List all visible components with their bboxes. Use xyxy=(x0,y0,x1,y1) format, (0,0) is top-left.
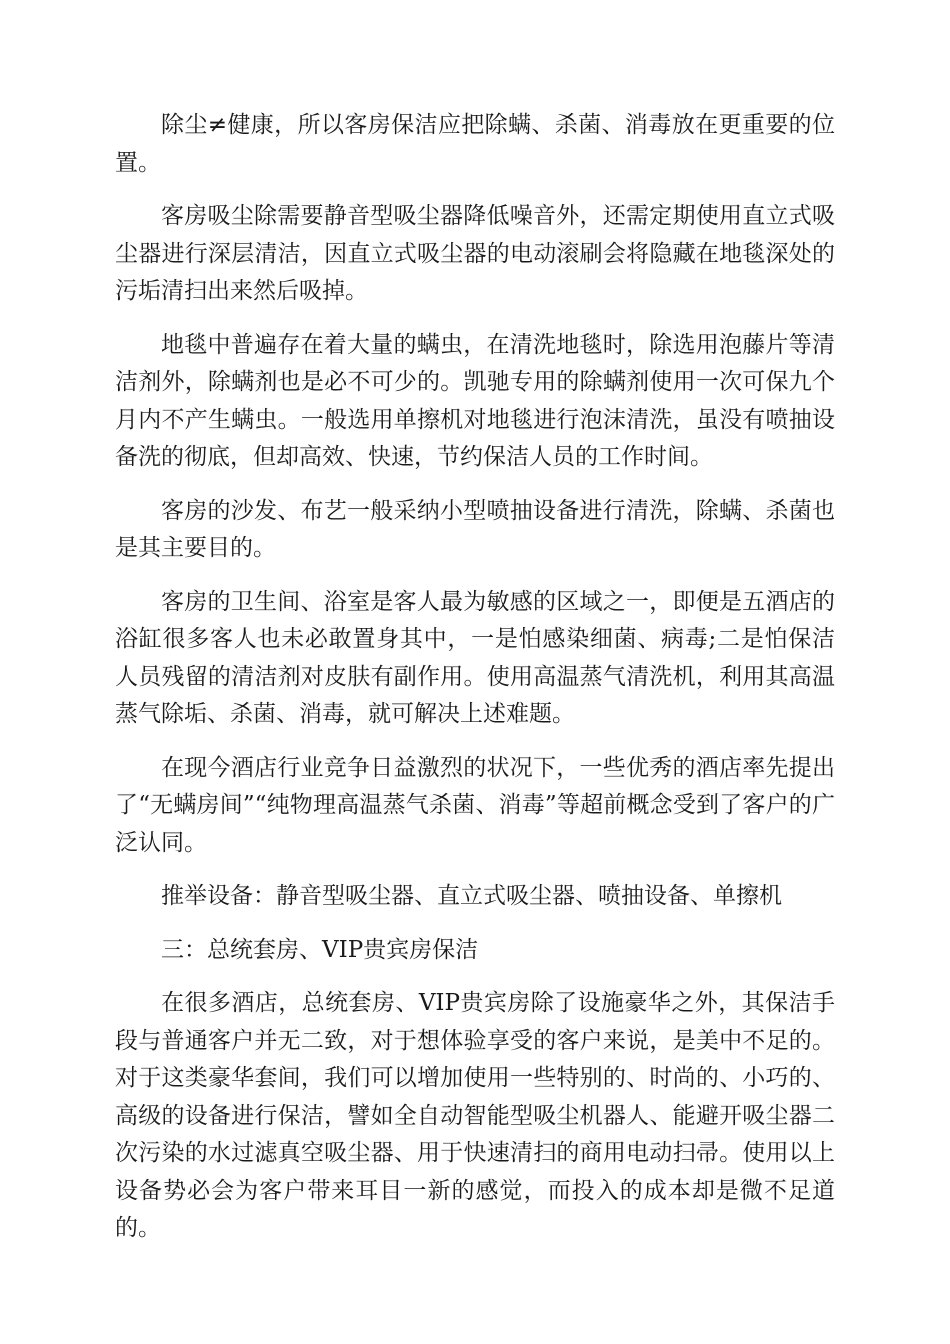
paragraph-competition: 在现今酒店行业竞争日益激烈的状况下，一些优秀的酒店率先提出了“无螨房间”“纯物理高温蒸气杀菌、消毒”等超前概念受到了客户的广泛认同。 xyxy=(115,754,835,856)
section-heading-vip: 三：总统套房、VIP贵宾房保洁 xyxy=(161,936,479,963)
paragraph-recommended-equipment: 推举设备：静音型吸尘器、直立式吸尘器、喷抽设备、单擦机 xyxy=(161,883,782,909)
paragraph-bathroom: 客房的卫生间、浴室是客人最为敏感的区域之一，即便是五酒店的浴缸很多客人也未必敢置身其中，一是怕感染细菌、病毒;二是怕保洁人员残留的清洁剂对皮肤有副作用。使用高温蒸气清洗机，利用其高温蒸气除垢、杀菌、消毒，就可解决上述难题。 xyxy=(115,588,835,727)
paragraph-vip-suites: 在很多酒店，总统套房、VIP贵宾房除了设施豪华之外，其保洁手段与普通客户并无二致，对于想体验享受的客户来说，是美中不足的。对于这类豪华套间，我们可以增加使用一些特别的、时尚的、小巧的、高级的设备进行保洁，譬如全自动智能型吸尘机器人、能避开吸尘器二次污染的水过滤真空吸尘器、用于快速清扫的商用电动扫帚。使用以上设备势必会为客户带来耳目一新的感觉，而投入的成本却是微不足道的。 xyxy=(115,990,835,1241)
paragraph-vacuum: 客房吸尘除需要静音型吸尘器降低噪音外，还需定期使用直立式吸尘器进行深层清洁，因直立式吸尘器的电动滚刷会将隐藏在地毯深处的污垢清扫出来然后吸掉。 xyxy=(115,203,835,304)
paragraph-sofa: 客房的沙发、布艺一般采纳小型喷抽设备进行清洗，除螨、杀菌也是其主要目的。 xyxy=(115,497,835,561)
paragraph-dust-health: 除尘≠健康，所以客房保洁应把除螨、杀菌、消毒放在更重要的位置。 xyxy=(115,112,835,176)
paragraph-carpet-mites: 地毯中普遍存在着大量的螨虫，在清洗地毯时，除选用泡藤片等清洁剂外，除螨剂也是必不可少的。凯驰专用的除螨剂使用一次可保九个月内不产生螨虫。一般选用单擦机对地毯进行泡沫清洗，虽没有喷抽设备洗的彻底，但却高效、快速，节约保洁人员的工作时间。 xyxy=(115,331,835,470)
